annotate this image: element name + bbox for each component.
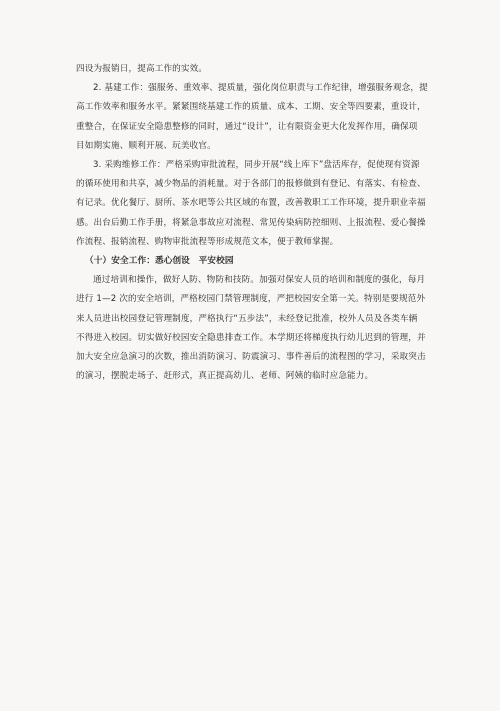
paragraph-safety-work	[76, 271, 448, 386]
text-line: 进行 1—2 次的安全培训，严格校园门禁管理制度，严把校园安全第一关。特别是要规范外	[76, 294, 426, 305]
text-line: 重整合，在保证安全隐患整修的同时，通过“设计”，让有限资金更大化发挥作用，确保项	[76, 121, 418, 132]
text-line: 高工作效率和服务水平。紧紧围绕基建工作的质量、成本、工期、安全等四要素，重设计，	[76, 102, 426, 113]
heading-text: （十）安全工作：悉心创设 平安校园	[85, 256, 234, 267]
text-line: 目如期实施、顺利开展、玩美收官。	[76, 140, 216, 151]
text-line: 2. 基建工作：强服务、重效率、提质量，强化岗位职责与工作纪律，增强服务观念，提	[93, 83, 428, 94]
paragraph-reimbursement-tail	[76, 60, 448, 79]
text-line: 的循环使用和共享，减少物品的消耗量。对于各部门的报修做到有登记、有落实、有检查、	[76, 179, 426, 190]
text-line: 有记录。优化餐厅、厨所、茶水吧等公共区域的布置，改善教职工工作环境，提升职业幸福	[76, 198, 426, 209]
text-line: 通过培训和操作，做好人防、物防和技防。加强对保安人员的培训和制度的强化，每月	[93, 275, 426, 286]
text-line: 来人员进出校园登记管理制度，严格执行“五步法”，未经登记批准，校外人员及各类车辆	[76, 313, 418, 324]
section-heading-safety	[76, 252, 448, 271]
text-line: 不得进入校园。切实做好校园安全隐患排查工作。本学期还将梯度执行幼儿迟到的管理，并	[76, 332, 426, 343]
text-line: 的演习，摆脱走场子、赶形式，真正提高幼儿、老师、阿姨的临时应急能力。	[76, 371, 374, 382]
text-line: 3. 采购维修工作：严格采购审批流程，同步开展“线上库下”盘活库存，促使现有资源	[93, 160, 420, 171]
paragraph-procurement-maintenance	[76, 156, 448, 252]
text-line: 加大安全应急演习的次数，推出消防演习、防震演习、事件善后的流程图的学习，采取突击	[76, 352, 426, 363]
text-line: 四设为报销日，提高工作的实效。	[76, 64, 208, 74]
text-line: 感。出台后勤工作手册，将紧急事故应对流程、常见传染病防控细则、上报流程、爱心餐操	[76, 217, 426, 228]
text-line: 作流程、报销流程、购物审批流程等形成规范文本，便于教师掌握。	[76, 236, 339, 247]
paragraph-infrastructure-work	[76, 79, 448, 156]
document-body	[76, 60, 448, 386]
